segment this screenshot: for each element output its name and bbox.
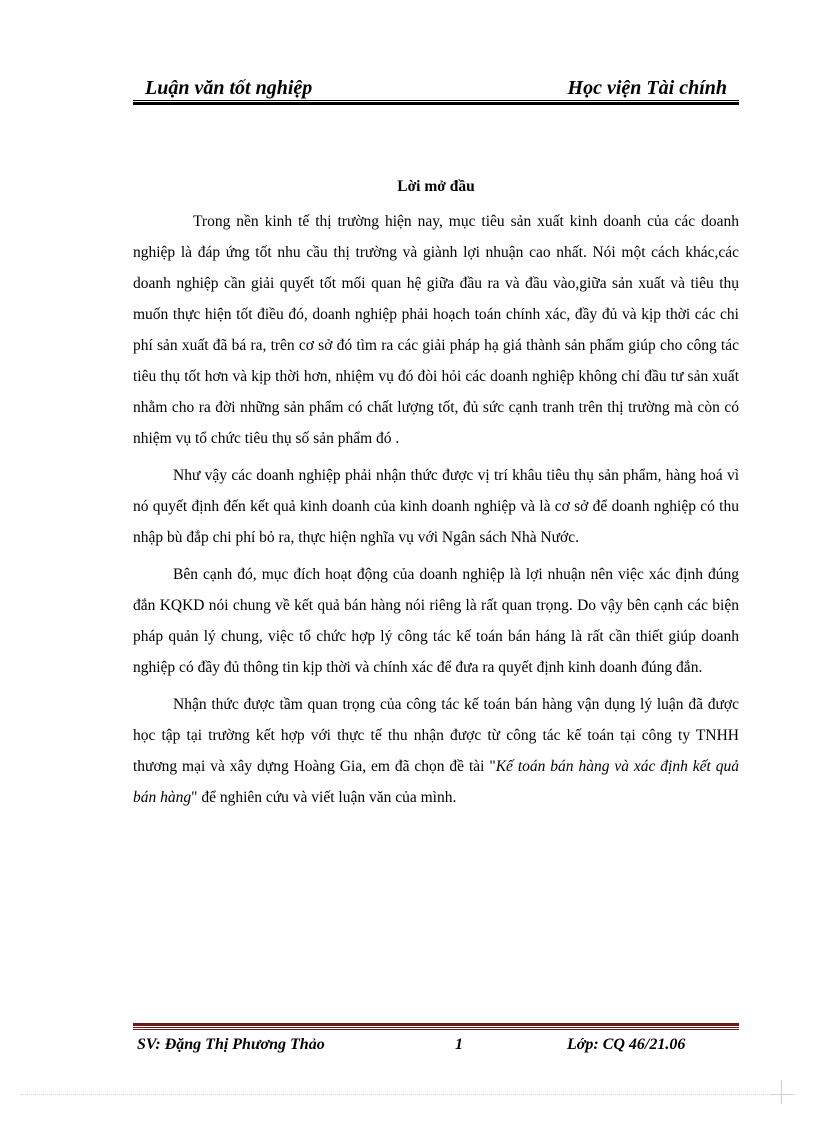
footer-class: Lớp: CQ 46/21.06 (567, 1036, 686, 1053)
body-text (133, 206, 739, 819)
footer-page-number: 1 (455, 1036, 463, 1053)
footer-student-name: SV: Đặng Thị Phương Thảo (137, 1036, 325, 1053)
header-rule-thin (133, 100, 739, 101)
header-rule-thick (133, 102, 739, 105)
page-bottom-dotted-line (20, 1094, 796, 1095)
paragraph-4-lead: Nhận thức được tầm quan trọng của công tác kế toán bán hàng vận dụng lý luận đã được học tập tại trường kết hợp với thực tế thu nhận được từ công tác kế toán tại công ty TNHH thương mại và xây dựng Hoàng Gia, em đã chọn đề tài " (133, 696, 739, 775)
paragraph-2: Như vậy các doanh nghiệp phải nhận thức được vị trí khâu tiêu thụ sản phẩm, hàng hoá vì nó quyết định đến kết quả kinh doanh của kinh doanh nghiệp và là cơ sở để doanh nghiệp có thu nhập bù đắp chi phí bỏ ra, thực hiện nghĩa vụ với Ngân sách Nhà Nước. (133, 467, 739, 546)
page-header (133, 76, 739, 104)
paragraph-1: Trong nền kinh tế thị trường hiện nay, mục tiêu sản xuất kinh doanh của các doanh nghiệp là đáp ứng tốt nhu cầu thị trường và giành lợi nhuận cao nhất. Nói một cách khác,các doanh nghiệp cần giải quyết tốt mối quan hệ giữa đầu ra và đầu vào,giữa sản xuất và tiêu thụ muốn thực hiện tốt điều đó, doanh nghiệp phải hoạch toán chính xác, đầy đủ và kịp thời các chi phí sản xuất đã bá ra, trên cơ sở đó tìm ra các giải pháp hạ giá thành sản phẩm giúp cho công tác tiêu thụ tốt hơn và kịp thời hơn, nhiệm vụ đó đòi hỏi các doanh nghiệp không chỉ đầu tư sản xuất nhằm cho ra đời những sản phẩm có chất lượng tốt, đủ sức cạnh tranh trên thị trường mà còn có nhiệm vụ tổ chức tiêu thụ số sản phẩm đó . (133, 213, 739, 447)
crop-mark-icon (770, 1080, 794, 1104)
paragraph-3: Bên cạnh đó, mục đích hoạt động của doanh nghiệp là lợi nhuận nên việc xác định đúng đắn KQKD nói chung về kết quả bán hàng nói riêng là rất quan trọng. Do vậy bên cạnh các biện pháp quản lý chung, việc tổ chức hợp lý công tác kế toán bán háng là rất cần thiết giúp doanh nghiệp có đầy đủ thông tin kịp thời và chính xác để đưa ra quyết định kinh doanh đúng đắn. (133, 566, 739, 676)
footer-rule-thick (133, 1023, 739, 1026)
footer-rule-thin-2 (133, 1029, 739, 1030)
header-left-text: Luận văn tốt nghiệp (145, 77, 313, 99)
paragraph-4 (133, 689, 739, 813)
footer-rule-thin-1 (133, 1027, 739, 1028)
thesis-topic: Kế toán bán hàng và xác định kết quả bán hàng (133, 758, 739, 806)
document-title: Lời mở đầu (397, 178, 475, 195)
page-footer (133, 1023, 739, 1063)
header-right-text: Học viện Tài chính (567, 77, 727, 99)
paragraph-4-tail: " để nghiên cứu và viết luận văn của mình. (191, 789, 457, 806)
